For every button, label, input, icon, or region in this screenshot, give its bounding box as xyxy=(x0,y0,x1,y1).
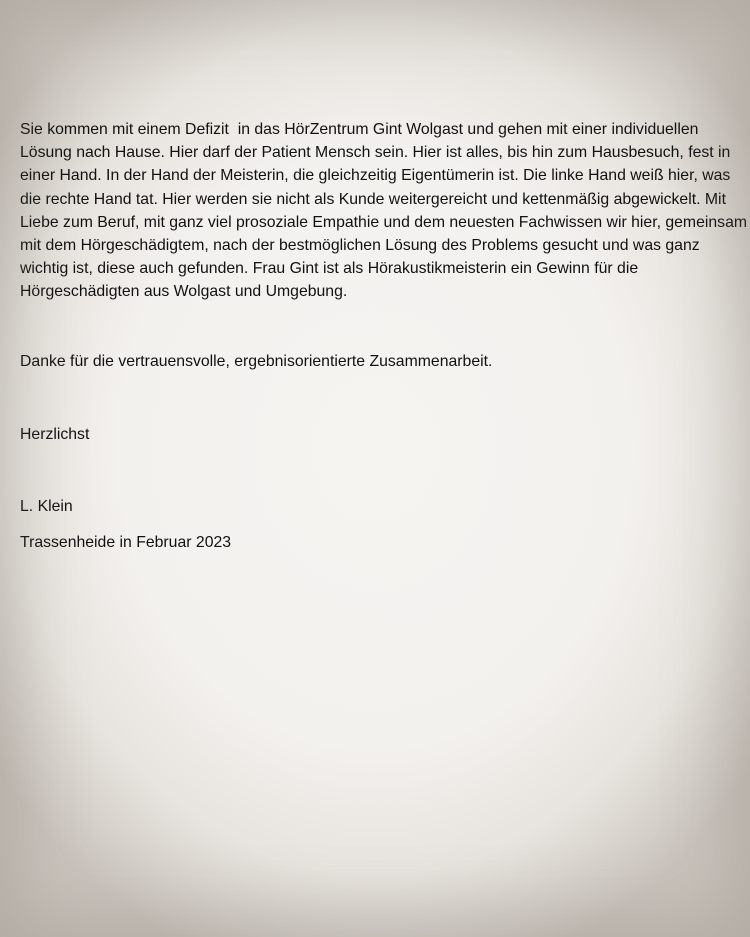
body-line: Liebe zum Beruf, mit ganz viel prosoziale Empathie und dem neuesten Fachwissen wir hier, gemeinsam xyxy=(20,213,748,231)
body-line: einer Hand. In der Hand der Meisterin, die gleichzeitig Eigentümerin ist. Die linke Hand weiß hier, was xyxy=(20,167,731,185)
thanks-paragraph: Danke für die vertrauensvolle, ergebnisorientierte Zusammenarbeit. xyxy=(20,353,493,370)
body-line: mit dem Hörgeschädigtem, nach der bestmöglichen Lösung des Problems gesucht und was ganz xyxy=(20,237,700,255)
closing-salutation: Herzlichst xyxy=(20,426,90,443)
place-date-line: Trassenheide in Februar 2023 xyxy=(20,534,232,551)
body-line: Lösung nach Hause. Hier darf der Patient Mensch sein. Hier ist alles, bis hin zum Hausbesuch, fest in xyxy=(20,144,731,162)
body-line: Hörgeschädigten aus Wolgast und Umgebung. xyxy=(20,283,348,301)
body-line: die rechte Hand tat. Hier werden sie nicht als Kunde weitergereicht und kettenmäßig abgewickelt. Mit xyxy=(20,190,726,208)
body-line: wichtig ist, diese auch gefunden. Frau Gint ist als Hörakustikmeisterin ein Gewinn für die xyxy=(20,260,639,278)
letter-body xyxy=(20,118,748,304)
signature-name: L. Klein xyxy=(20,498,73,515)
body-line: Sie kommen mit einem Defizit in das HörZentrum Gint Wolgast und gehen mit einer individuellen xyxy=(20,121,699,138)
